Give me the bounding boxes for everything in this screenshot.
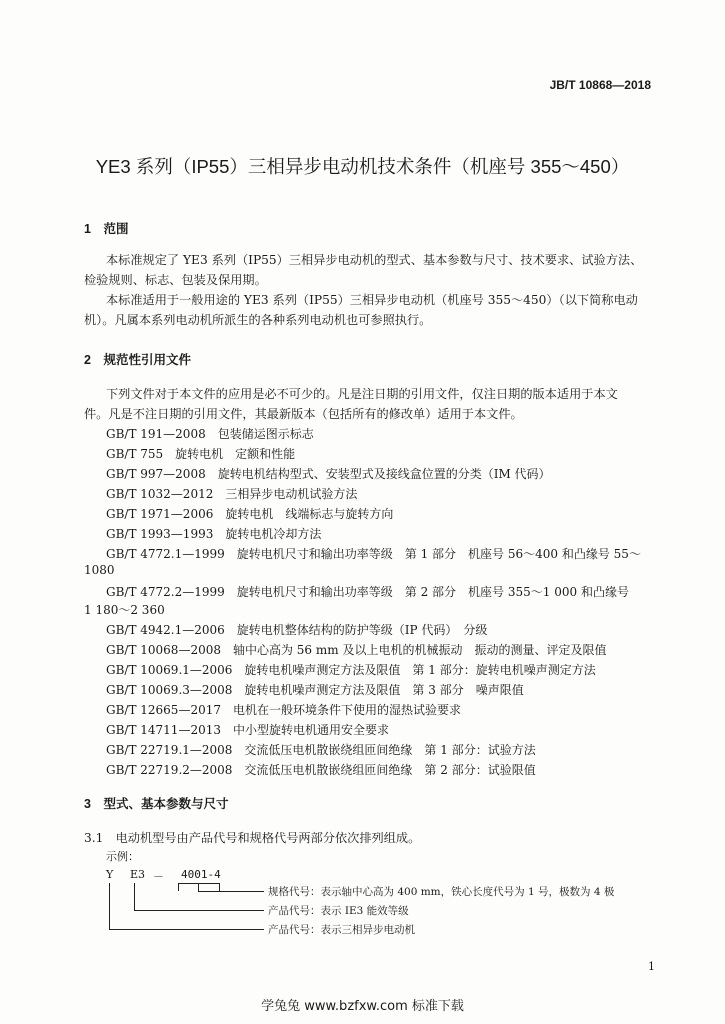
e3-leader-vertical — [134, 883, 135, 910]
reference-item: GB/T 191—2008 包装储运图示标志 — [106, 427, 314, 441]
section-2-intro-line1: 下列文件对于本文件的应用是必不可少的。凡是注日期的引用文件，仅注日期的版本适用于本文 — [106, 387, 618, 401]
code-dash: － — [153, 870, 164, 883]
reference-item-continuation: 1 180～2 360 — [84, 603, 165, 617]
reference-item: GB/T 10069.3—2008 旋转电机噪声测定方法及限值 第 3 部分 噪声限值 — [106, 683, 524, 697]
section-2-intro-line2: 件。凡是不注日期的引用文件，其最新版本（包括所有的修改单）适用于本文件。 — [84, 407, 523, 421]
reference-item: GB/T 1032—2012 三相异步电动机试验方法 — [106, 487, 358, 501]
efficiency-code-label: 产品代号：表示 IE3 能效等级 — [268, 905, 409, 917]
section-1-para2-line2: 机）。凡属本系列电动机所派生的各种系列电动机也可参照执行。 — [84, 313, 432, 327]
reference-item: GB/T 10069.1—2006 旋转电机噪声测定方法及限值 第 1 部分：旋转电机噪声测定方法 — [106, 663, 596, 677]
reference-item: GB/T 1971—2006 旋转电机 线端标志与旋转方向 — [106, 507, 394, 521]
reference-item: GB/T 4942.1—2006 旋转电机整体结构的防护等级（IP 代码） 分级 — [106, 623, 488, 637]
spec-bracket-right — [219, 883, 220, 891]
section-1-heading: 1 范围 — [84, 222, 129, 236]
reference-item: GB/T 22719.1—2008 交流低压电机散嵌绕组匝间绝缘 第 1 部分：试验方法 — [106, 743, 536, 757]
reference-item: GB/T 755 旋转电机 定额和性能 — [106, 447, 296, 461]
code-y: Y — [106, 868, 114, 881]
standard-code: JB/T 10868—2018 — [549, 78, 651, 92]
reference-item: GB/T 4772.1—1999 旋转电机尺寸和输出功率等级 第 1 部分 机座号 56～400 和凸缘号 55～ — [106, 547, 641, 561]
spec-leader-horizontal — [198, 891, 264, 892]
example-label: 示例： — [106, 850, 139, 863]
section-1-para1-line2: 检验规则、标志、包装及保用期。 — [84, 273, 267, 287]
spec-underline — [178, 883, 220, 884]
reference-item: GB/T 1993—1993 旋转电机冷却方法 — [106, 527, 322, 541]
reference-item: GB/T 4772.2—1999 旋转电机尺寸和输出功率等级 第 2 部分 机座号 355～1 000 和凸缘号 — [106, 585, 629, 599]
code-spec: 4001-4 — [181, 868, 221, 881]
page-title: YE3 系列（IP55）三相异步电动机技术条件（机座号 355～450） — [95, 156, 630, 177]
spec-bracket-left — [178, 883, 179, 891]
y-leader-horizontal — [109, 929, 264, 930]
section-2-heading: 2 规范性引用文件 — [84, 353, 191, 367]
reference-item: GB/T 997—2008 旋转电机结构型式、安装型式及接线盒位置的分类（IM 代码） — [106, 467, 551, 481]
y-leader-vertical — [109, 883, 110, 929]
reference-item-continuation: 1080 — [84, 563, 115, 577]
product-code-label: 产品代号：表示三相异步电动机 — [268, 924, 415, 936]
spec-code-label: 规格代号：表示轴中心高为 400 mm，铁心长度代号为 1 号，极数为 4 极 — [268, 886, 615, 898]
code-e3: E3 — [130, 868, 146, 881]
section-1-para2-line1: 本标准适用于一般用途的 YE3 系列（IP55）三相异步电动机（机座号 355～450）（以下简称电动 — [106, 293, 638, 307]
reference-item: GB/T 10068—2008 轴中心高为 56 mm 及以上电机的机械振动 振动的测量、评定及限值 — [106, 643, 607, 657]
section-3-heading: 3 型式、基本参数与尺寸 — [84, 797, 229, 811]
spec-leader-vertical — [198, 884, 199, 891]
reference-item: GB/T 22719.2—2008 交流低压电机散嵌绕组匝间绝缘 第 2 部分：试验限值 — [106, 763, 536, 777]
section-1-para1-line1: 本标准规定了 YE3 系列（IP55）三相异步电动机的型式、基本参数与尺寸、技术要求、试验方法、 — [106, 253, 643, 267]
page-number: 1 — [648, 960, 655, 973]
reference-item: GB/T 14711—2013 中小型旋转电机通用安全要求 — [106, 723, 389, 737]
reference-item: GB/T 12665—2017 电机在一般环境条件下使用的湿热试验要求 — [106, 703, 461, 717]
e3-leader-horizontal — [134, 910, 264, 911]
footer-watermark[interactable]: 学兔兔 www.bzfxw.com 标准下载 — [261, 999, 464, 1014]
clause-3-1: 3.1 电动机型号由产品代号和规格代号两部分依次排列组成。 — [84, 831, 421, 845]
